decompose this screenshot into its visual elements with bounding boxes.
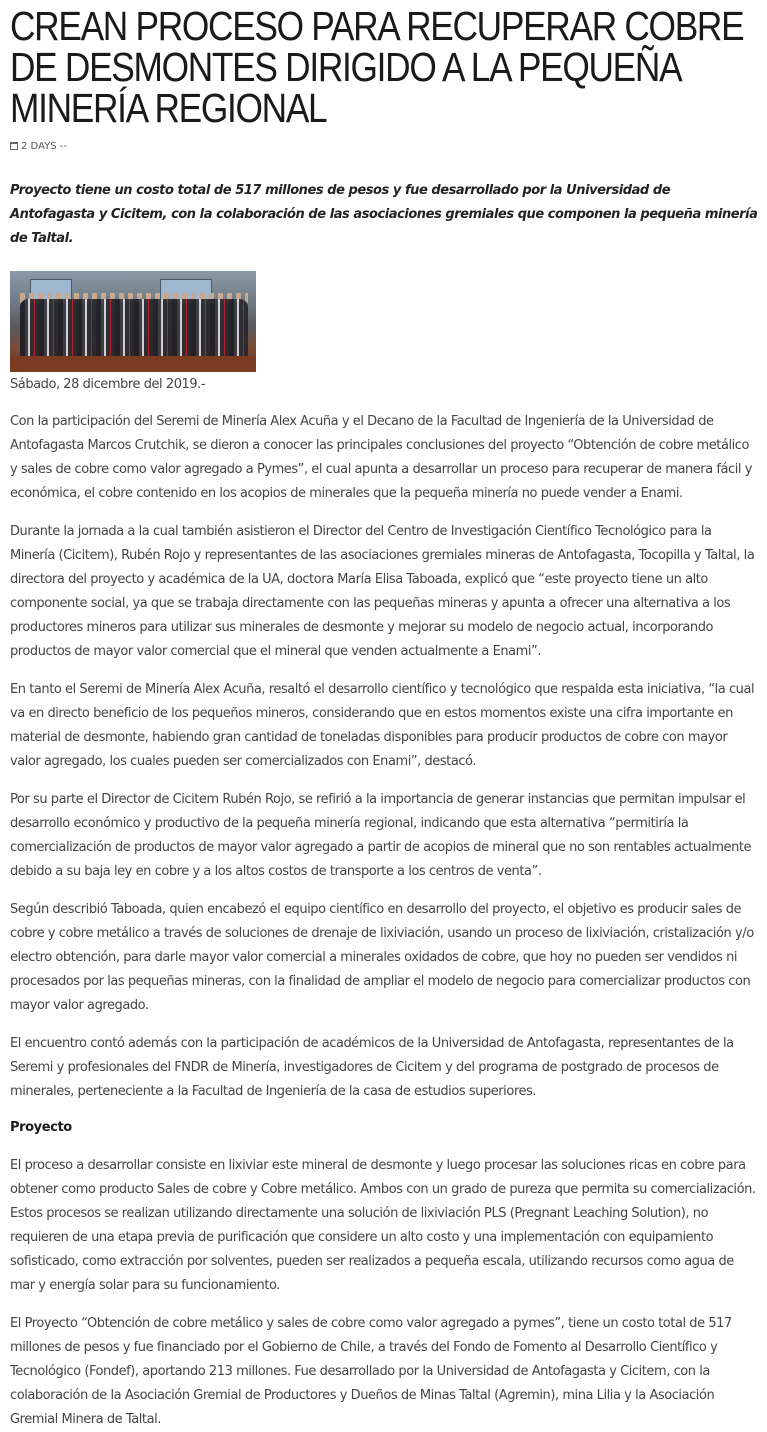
article-meta [10,139,758,153]
paragraph: Por su parte el Director de Cicitem Rubén Rojo, se refirió a la importancia de generar instancias que permitan impulsar el desarrollo económico y productivo de la pequeña minería regional, indicando que esta alternativa “permitiría la comercialización de productos de mayor valor agregado a partir de acopios de mineral que no son rentables actualmente debido a su baja ley en cobre y a los altos costos de transporte a los centros de venta”. [10,792,752,879]
photo-crowd [20,299,248,357]
calendar-icon [10,142,18,150]
paragraph: Con la participación del Seremi de Minería Alex Acuña y el Decano de la Facultad de Ingeniería de la Universidad de Antofagasta Marcos Crutchik, se dieron a conocer las principales conclusiones del proyecto “Obtención de cobre metálico y sales de cobre como valor agregado a Pymes”, el cual apunta a desarrollar un proceso para recuperar de manera fácil y económica, el cobre contenido en los acopios de minerales que la pequeña minería no puede vender a Enami. [10,414,752,501]
article [10,3,758,1432]
article-title: CREAN PROCESO PARA RECUPERAR COBRE DE DESMONTES DIRIGIDO A LA PEQUEÑA MINERÍA REGIONAL [10,3,744,131]
paragraph: Según describió Taboada, quien encabezó el equipo científico en desarrollo del proyecto, el objetivo es producir sales de cobre y cobre metálico a través de soluciones de drenaje de lixiviación, usando un proceso de lixiviación, cristalización y/o electro obtención, para darle mayor valor comercial a minerales oxidados de cobre, que hoy no pueden ser vendidos ni procesados por las pequeñas mineras, con la finalidad de ampliar el modelo de negocio para comercializar productos con mayor valor agregado. [10,902,754,1013]
paragraph: En tanto el Seremi de Minería Alex Acuña, resaltó el desarrollo científico y tecnológico que respalda esta iniciativa, “la cual va en directo beneficio de los pequeños mineros, considerando que en estos momentos existe una cifra importante en material de desmonte, habiendo gran cantidad de toneladas disponibles para producir productos de cobre con mayor valor agregado, los cuales pueden ser comercializados con Enami”, destacó. [10,682,755,769]
paragraph: El Proyecto “Obtención de cobre metálico y sales de cobre como valor agregado a pymes”, tiene un costo total de 517 millones de pesos y fue financiado por el Gobierno de Chile, a través del Fondo de Fomento al Desarrollo Científico y Tecnológico (Fondef), aportando 213 millones. Fue desarrollado por la Universidad de Antofagasta y Cicitem, con la colaboración de la Asociación Gremial de Productores y Dueños de Minas Taltal (Agremin), mina Lilia y la Asociación Gremial Minera de Taltal. [10,1316,732,1427]
dateline: Sábado, 28 dicembre del 2019.- [10,377,206,392]
paragraph: El encuentro contó además con la participación de académicos de la Universidad de Antofagasta, representantes de la Seremi y profesionales del FNDR de Minería, investigadores de Cicitem y del programa de postgrado de procesos de minerales, perteneciente a la Facultad de Ingeniería de la casa de estudios superiores. [10,1036,734,1099]
photo-floor [10,356,256,372]
paragraph: Durante la jornada a la cual también asistieron el Director del Centro de Investigación Científico Tecnológico para la Minería (Cicitem), Rubén Rojo y representantes de las asociaciones gremiales mineras de Antofagasta, Tocopilla y Taltal, la directora del proyecto y académica de la UA, doctora María Elisa Taboada, explicó que “este proyecto tiene un alto componente social, ya que se trabaja directamente con las pequeñas mineras y apunta a ofrecer una alternativa a los productores mineros para utilizar sus minerales de desmonte y mejorar su modelo de negocio actual, incorporando productos de mayor valor comercial que el mineral que venden actualmente a Enami”. [10,524,755,659]
paragraph: El proceso a desarrollar consiste en lixiviar este mineral de desmonte y luego procesar las soluciones ricas en cobre para obtener como producto Sales de cobre y Cobre metálico. Ambos con un grado de pureza que permita su comercialización. Estos procesos se realizan utilizando directamente una solución de lixiviación PLS (Pregnant Leaching Solution), no requieren de una etapa previa de purificación que considere un alto costo y una implementación con equipamiento sofisticado, como extracción por solventes, pueden ser realizados a pequeña escala, utilizando recursos como agua de mar y energía solar para su funcionamiento. [10,1158,756,1293]
article-lead: Proyecto tiene un costo total de 517 millones de pesos y fue desarrollado por la Universidad de Antofagasta y Cicitem, con la colaboración de las asociaciones gremiales que componen la pequeña minería de Taltal. [10,183,758,246]
section-heading: Proyecto [10,1120,72,1135]
group-photo[interactable] [10,271,256,372]
post-date: 2 DAYS -- [21,140,67,152]
